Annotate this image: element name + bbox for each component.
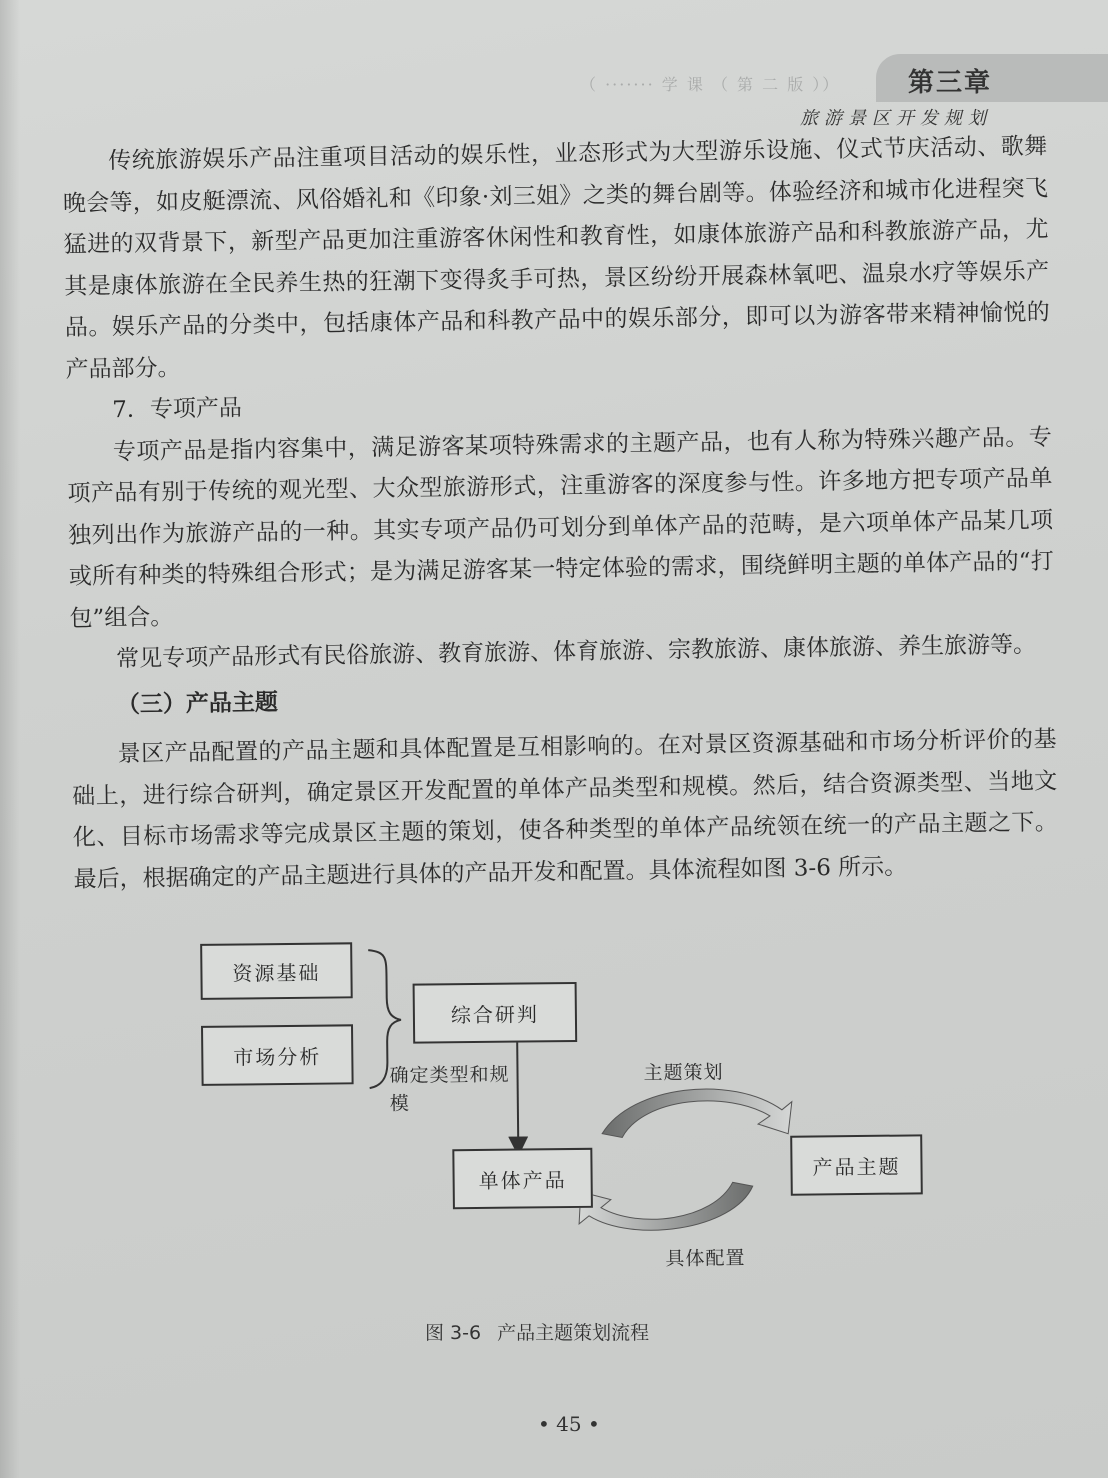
box-product-theme: 产品主题 <box>790 1134 923 1195</box>
label-determine-type-scale: 确定类型和规模 <box>389 1063 510 1115</box>
flow-diagram <box>190 922 954 1330</box>
figure-caption <box>425 1318 649 1345</box>
box-resource-basis: 资源基础 <box>200 942 353 1000</box>
box-single-products: 单体产品 <box>452 1148 593 1209</box>
heading-special-products: 7．专项产品 <box>112 395 243 424</box>
paragraph-entertainment-products: 传统旅游娱乐产品注重项目活动的娱乐性，业态形式为大型游乐设施、仪式节庆活动、歌舞晚会等，如皮艇漂流、风俗婚礼和《印象·刘三姐》之类的舞台剧等。体验经济和城市化进程突飞猛进的双背景下，新型产品更加注重游客休闲性和教育性，如康体旅游产品和科教旅游产品，尤其是康体旅游在全民养生热的狂潮下变得炙手可热，景区纷纷开展森林氧吧、温泉水疗等娱乐产品。娱乐产品的分类中，包括康体产品和科教产品中的娱乐部分，即可以为游客带来精神愉悦的产品部分。 <box>62 133 1051 383</box>
chapter-subtitle: 旅游景区开发规划 <box>800 108 992 129</box>
box-market-analysis: 市场分析 <box>201 1024 354 1086</box>
body-text <box>62 127 1059 901</box>
curved-arrow-specific-configuration <box>579 1182 753 1231</box>
section-heading-product-theme: （三）产品主题 <box>116 689 279 718</box>
arrow-judgment-to-single <box>517 1041 518 1153</box>
running-header: （ ······· 学 课 （ 第 二 版 ）） <box>580 75 841 94</box>
label-theme-planning: 主题策划 <box>643 1061 724 1085</box>
label-specific-configuration: 具体配置 <box>665 1247 746 1271</box>
curved-arrow-theme-planning <box>602 1088 792 1138</box>
paragraph-special-products-forms: 常见专项产品形式有民俗旅游、教育旅游、体育旅游、宗教旅游、康体旅游、养生旅游等。 <box>115 631 1037 673</box>
box-comprehensive-judgment: 综合研判 <box>413 982 578 1044</box>
paragraph-special-products-definition: 专项产品是指内容集中，满足游客某项特殊需求的主题产品，也有人称为特殊兴趣产品。专项产品有别于传统的观光型、大众型旅游形式，注重游客的深度参与性。许多地方把专项产品单独列出作为旅游产品的一种。其实专项产品仍可划分到单体产品的范畴，是六项单体产品某几项或所有种类的特殊组合形式；是为满足游客某一特定体验的需求，围绕鲜明主题的单体产品的“打包”组合。 <box>67 423 1054 632</box>
figure-number: 图 3-6 <box>425 1322 482 1344</box>
figure-title: 产品主题策划流程 <box>497 1322 650 1344</box>
page-number: • 45 • <box>538 1412 600 1436</box>
paragraph-product-theme: 景区产品配置的产品主题和具体配置是互相影响的。在对景区资源基础和市场分析评价的基础上，进行综合研判，确定景区开发配置的单体产品类型和规模。然后，结合资源类型、当地文化、目标市场需求等完成景区主题的策划，使各种类型的单体产品统领在统一的产品主题之下。最后，根据确定的产品主题进行具体的产品开发和配置。具体流程如图 3-6 所示。 <box>72 726 1059 893</box>
page-edge-shadow <box>0 0 20 1478</box>
chapter-label: 第三章 <box>908 68 993 98</box>
